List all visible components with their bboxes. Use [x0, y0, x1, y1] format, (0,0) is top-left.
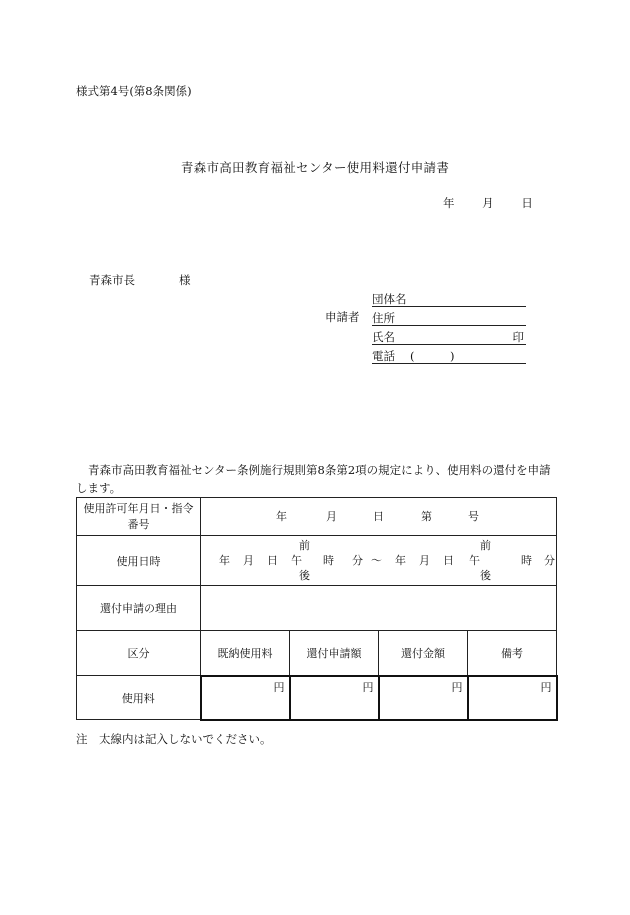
date-line [443, 198, 533, 210]
usage-end-day: 日 [443, 554, 454, 567]
usage-value-cell[interactable] [201, 536, 557, 586]
reason-label: 還付申請の理由 [100, 602, 177, 615]
usage-tilde: ～ [371, 554, 382, 567]
usage-label: 使用日時 [116, 554, 161, 568]
category-header-row [77, 631, 557, 676]
col-requested-header: 還付申請額 [290, 631, 379, 676]
usage-label-cell [77, 536, 201, 586]
reason-value-cell[interactable] [201, 586, 557, 631]
body-text: 青森市高田教育福祉センター条例施行規則第8条第2項の規定により、使用料の還付を申請します。 [76, 463, 551, 495]
reason-label-cell [77, 586, 201, 631]
yen-unit: 円 [362, 680, 374, 694]
name-field[interactable] [372, 329, 526, 345]
permit-month: 月 [326, 510, 337, 523]
form-number: 様式第4号(第8条関係) [76, 84, 192, 98]
permit-value-cell[interactable] [201, 498, 557, 536]
name-label: 氏名 [372, 329, 395, 344]
usage-start-noon: 午 [291, 554, 302, 567]
category-label: 区分 [77, 631, 201, 676]
usage-end-am: 前 [480, 539, 491, 552]
usage-end-minute: 分 [544, 554, 555, 567]
usage-start-hour: 時 [323, 554, 334, 567]
date-year: 年 [443, 196, 455, 210]
permit-label-cell [77, 498, 201, 536]
group-name-field[interactable] [372, 291, 526, 307]
addressee-honorific: 様 [179, 273, 191, 287]
address-field[interactable] [372, 310, 526, 326]
fee-label: 使用料 [77, 676, 201, 720]
fee-remarks-cell[interactable] [468, 676, 557, 720]
permit-year: 年 [276, 510, 287, 523]
permit-label: 使用許可年月日・指令番号 [83, 501, 194, 531]
permit-day: 日 [373, 510, 384, 523]
phone-field[interactable] [372, 348, 526, 364]
usage-start-am: 前 [299, 539, 310, 552]
addressee-name: 青森市長 [89, 273, 135, 287]
permit-row [77, 498, 557, 536]
document-title: 青森市高田教育福祉センター使用料還付申請書 [180, 160, 450, 175]
footnote: 注 太線内は記入しないでください。 [76, 732, 272, 746]
usage-start-month: 月 [243, 554, 254, 567]
usage-end-noon: 午 [469, 554, 480, 567]
fee-paid-cell[interactable] [201, 676, 290, 720]
col-refund-header: 還付金額 [379, 631, 468, 676]
reason-row [77, 586, 557, 631]
usage-start-minute: 分 [352, 554, 363, 567]
phone-close-paren: ) [450, 348, 455, 363]
phone-label: 電話 [372, 348, 395, 363]
usage-end-hour: 時 [521, 554, 532, 567]
applicant-label: 申請者 [325, 310, 360, 324]
fee-requested-cell[interactable] [290, 676, 379, 720]
permit-dai: 第 [421, 510, 432, 523]
fee-refund-cell[interactable] [379, 676, 468, 720]
yen-unit: 円 [273, 680, 285, 694]
col-remarks-header: 備考 [468, 631, 557, 676]
seal-mark: 印 [512, 329, 524, 344]
usage-start-pm: 後 [299, 569, 310, 582]
fee-row [77, 676, 557, 720]
usage-start-year: 年 [219, 554, 230, 567]
date-month: 月 [482, 196, 494, 210]
usage-row [77, 536, 557, 586]
permit-go: 号 [468, 510, 479, 523]
usage-end-month: 月 [419, 554, 430, 567]
refund-table [76, 497, 558, 721]
phone-open-paren: ( [410, 348, 415, 363]
yen-unit: 円 [451, 680, 463, 694]
group-name-label: 団体名 [372, 291, 407, 306]
usage-end-year: 年 [395, 554, 406, 567]
address-label: 住所 [372, 310, 395, 325]
col-paid-header: 既納使用料 [201, 631, 290, 676]
date-day: 日 [521, 196, 533, 210]
usage-start-day: 日 [267, 554, 278, 567]
yen-unit: 円 [540, 680, 552, 694]
usage-end-pm: 後 [480, 569, 491, 582]
addressee [89, 275, 191, 287]
